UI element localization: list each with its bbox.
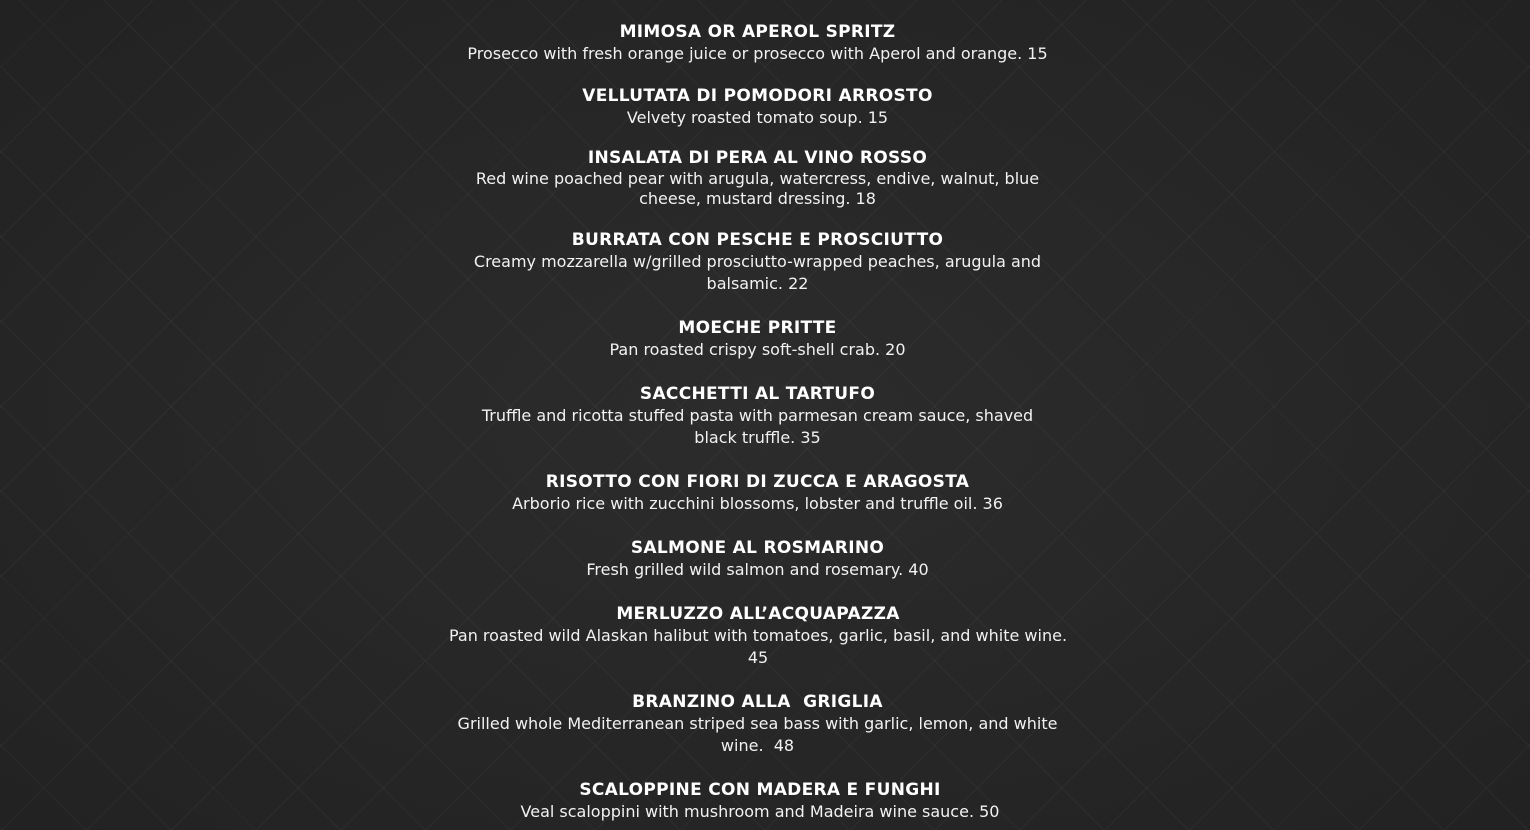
- menu-item-description: Fresh grilled wild salmon and rosemary. 40: [586, 560, 929, 579]
- menu-item-name: MIMOSA OR APEROL SPRITZ: [619, 22, 896, 42]
- menu-item-name: SACCHETTI AL TARTUFO: [639, 384, 876, 404]
- menu-item: [460, 383, 1055, 449]
- menu-item-name: SALMONE AL ROSMARINO: [630, 538, 885, 558]
- menu-item-name: SCALOPPINE CON MADERA E FUNGHI: [579, 780, 941, 800]
- menu-item-description: Truffle and ricotta stuffed pasta with parmesan cream sauce, shaved black truffle. 35: [481, 406, 1034, 447]
- menu-item-description: Pan roasted crispy soft-shell crab. 20: [609, 340, 906, 359]
- menu-item: [455, 779, 1065, 823]
- menu-item: [455, 471, 1060, 515]
- menu-item-name: INSALATA DI PERA AL VINO ROSSO: [587, 148, 928, 168]
- menu-item-name: MERLUZZO ALL’ACQUAPAZZA: [616, 604, 900, 624]
- menu-item-description: Prosecco with fresh orange juice or prosecco with Aperol and orange. 15: [467, 44, 1048, 63]
- menu-item: [455, 691, 1063, 757]
- menu-item-description: Red wine poached pear with arugula, watercress, endive, walnut, blue cheese, mustard dressing. 18: [475, 169, 1040, 208]
- menu-item-name: VELLUTATA DI POMODORI ARROSTO: [582, 86, 933, 106]
- menu-item-name: RISOTTO CON FIORI DI ZUCCA E ARAGOSTA: [545, 472, 970, 492]
- menu-item-description: Grilled whole Mediterranean striped sea bass with garlic, lemon, and white wine. 48: [457, 714, 1063, 755]
- menu-item: [455, 85, 1060, 128]
- menu-item-description: Creamy mozzarella w/grilled prosciutto-wrapped peaches, arugula and balsamic. 22: [473, 252, 1042, 293]
- menu-item: [455, 317, 1060, 361]
- menu-item-description: Veal scaloppini with mushroom and Madeira wine sauce. 50: [520, 802, 1000, 821]
- menu-item: [470, 229, 1045, 295]
- menu-item-description: Arborio rice with zucchini blossoms, lobster and truffle oil. 36: [512, 494, 1003, 513]
- menu-item: [455, 21, 1060, 64]
- menu-item-name: BURRATA CON PESCHE E PROSCIUTTO: [571, 230, 944, 250]
- menu-item-description: Velvety roasted tomato soup. 15: [626, 108, 889, 127]
- menu-item-description: Pan roasted wild Alaskan halibut with tomatoes, garlic, basil, and white wine. 45: [448, 626, 1068, 667]
- menu-item-name: MOECHE PRITTE: [678, 318, 837, 338]
- menu-item-name: BRANZINO ALLA GRIGLIA: [632, 692, 883, 712]
- menu-item: [455, 537, 1060, 581]
- menu-item: [448, 603, 1068, 669]
- menu-item: [460, 147, 1055, 209]
